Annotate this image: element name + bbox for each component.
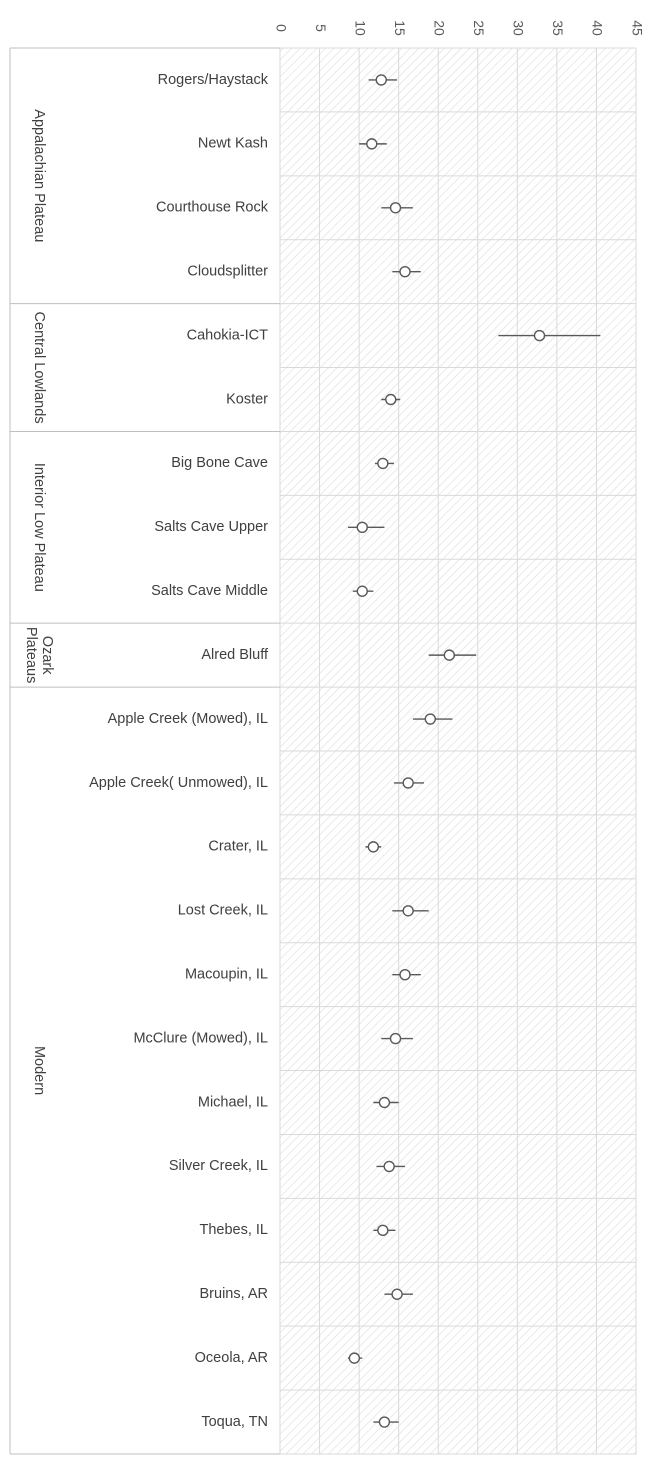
x-tick-label: 25	[471, 20, 488, 36]
data-point	[403, 778, 413, 788]
category-label: Cahokia-ICT	[186, 327, 268, 344]
data-point	[349, 1353, 359, 1363]
category-label: McClure (Mowed), IL	[133, 1030, 268, 1047]
category-label: Crater, IL	[208, 838, 268, 855]
data-point	[378, 1225, 388, 1235]
category-label: Macoupin, IL	[184, 966, 268, 983]
category-label: Toqua, TN	[201, 1413, 268, 1430]
x-axis-ticks	[273, 20, 645, 36]
category-label: Rogers/Haystack	[157, 71, 268, 88]
data-point	[400, 970, 410, 980]
data-point	[534, 331, 544, 341]
group-labels	[23, 109, 55, 1095]
category-label: Big Bone Cave	[171, 455, 268, 472]
data-point	[425, 714, 435, 724]
data-point	[357, 586, 367, 596]
data-point	[391, 203, 401, 213]
x-tick-label: 5	[312, 24, 329, 32]
category-label: Koster	[226, 391, 268, 408]
category-label: Alred Bluff	[201, 646, 268, 663]
data-point	[386, 395, 396, 405]
category-label: Oceola, AR	[194, 1349, 268, 1366]
data-point	[378, 458, 388, 468]
category-label: Bruins, AR	[199, 1286, 268, 1303]
category-label: Thebes, IL	[199, 1222, 268, 1239]
category-labels	[89, 72, 269, 1430]
data-point	[368, 842, 378, 852]
x-tick-label: 45	[629, 20, 646, 36]
group-label: Appalachian Plateau	[31, 109, 47, 243]
category-label: Salts Cave Upper	[154, 519, 268, 536]
data-point	[392, 1289, 402, 1299]
x-tick-label: 40	[589, 20, 606, 36]
group-label: Modern	[31, 1045, 47, 1096]
data-point	[379, 1098, 389, 1108]
data-point	[367, 139, 377, 149]
data-point	[444, 650, 454, 660]
category-label: Apple Creek( Unmowed), IL	[89, 774, 268, 791]
x-tick-label: 30	[510, 20, 527, 36]
data-point	[376, 75, 386, 85]
category-label: Newt Kash	[197, 135, 268, 152]
group-label: OzarkPlateaus	[23, 626, 55, 684]
category-label: Cloudsplitter	[187, 263, 268, 280]
x-tick-label: 35	[550, 20, 567, 36]
x-tick-label: 0	[273, 24, 290, 32]
group-label: Central Lowlands	[31, 311, 47, 424]
group-label: Interior Low Plateau	[31, 462, 47, 592]
data-point	[391, 1034, 401, 1044]
category-label: Silver Creek, IL	[168, 1158, 268, 1175]
data-point	[384, 1161, 394, 1171]
x-tick-label: 20	[431, 20, 448, 36]
category-label: Courthouse Rock	[155, 199, 268, 216]
data-point	[379, 1417, 389, 1427]
data-point	[357, 522, 367, 532]
data-point	[400, 267, 410, 277]
x-tick-label: 15	[391, 20, 408, 36]
x-tick-label: 10	[352, 20, 369, 36]
data-point	[403, 906, 413, 916]
category-label: Michael, IL	[197, 1094, 268, 1111]
category-label: Salts Cave Middle	[151, 583, 268, 600]
category-label: Apple Creek (Mowed), IL	[107, 710, 268, 727]
category-label: Lost Creek, IL	[177, 902, 268, 919]
